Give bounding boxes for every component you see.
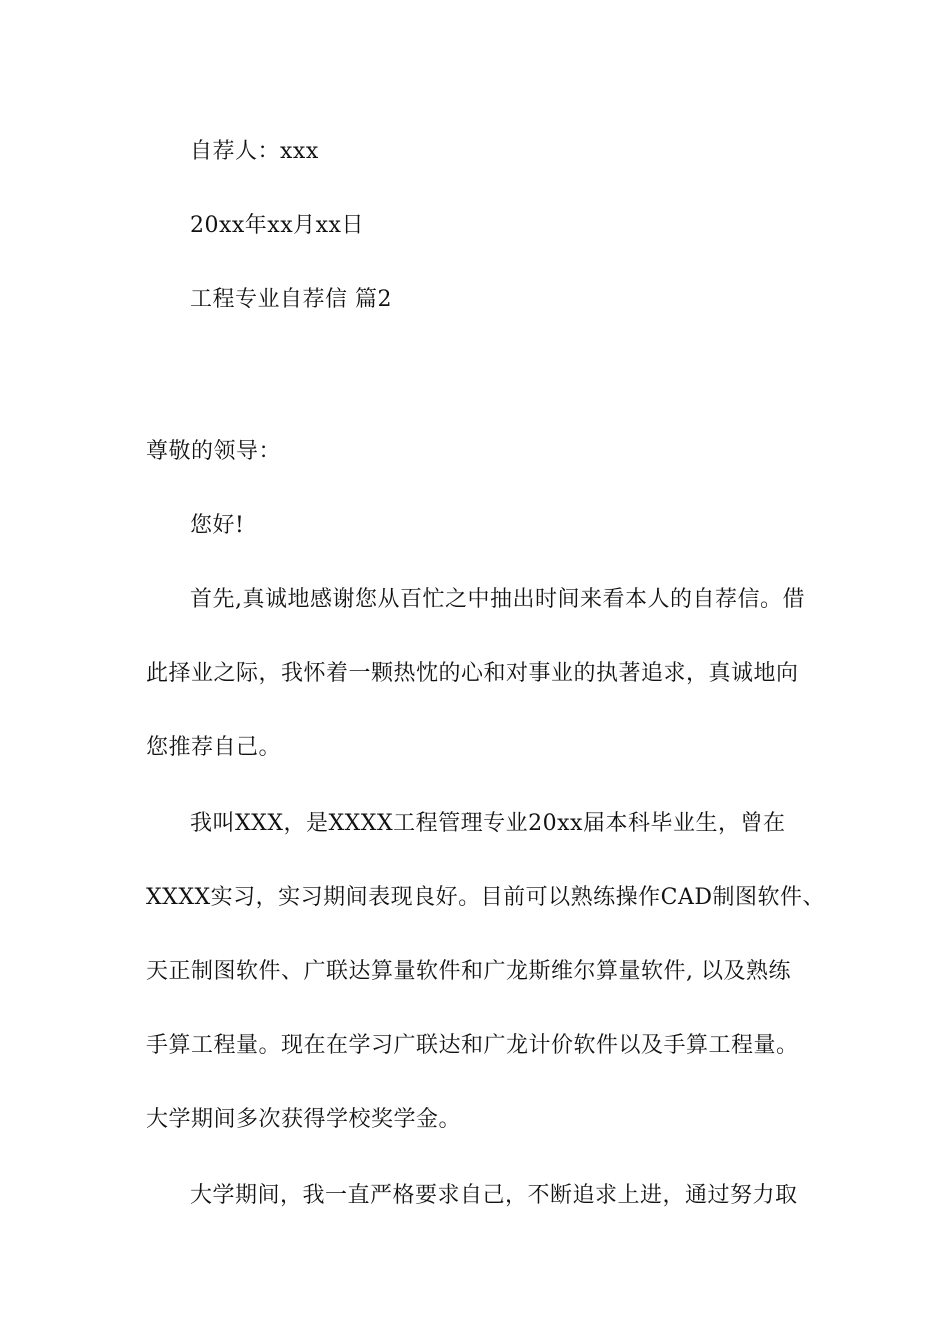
paragraph-1-line-2: 此择业之际，我怀着一颗热忱的心和对事业的执著追求，真诚地向: [146, 661, 799, 686]
date-line: 20xx年xx月xx日: [190, 213, 364, 238]
paragraph-3-line-1: 大学期间，我一直严格要求自己，不断追求上进，通过努力取: [190, 1183, 798, 1208]
paragraph-2-line-1: 我叫XXX，是XXXX工程管理专业20xx届本科毕业生，曾在: [190, 811, 786, 836]
paragraph-2-line-5: 大学期间多次获得学校奖学金。: [146, 1107, 462, 1132]
greeting: 您好!: [190, 513, 245, 538]
paragraph-2-line-3: 天正制图软件、广联达算量软件和广龙斯维尔算量软件, 以及熟练: [146, 959, 791, 984]
recommender-line: 自荐人：xxx: [190, 139, 319, 164]
paragraph-1-line-1: 首先,真诚地感谢您从百忙之中抽出时间来看本人的自荐信。借: [190, 587, 805, 612]
paragraph-2-line-2: XXXX实习，实习期间表现良好。目前可以熟练操作CAD制图软件、: [146, 885, 826, 910]
salutation: 尊敬的领导：: [146, 439, 282, 464]
paragraph-1-line-3: 您推荐自己。: [146, 735, 282, 760]
paragraph-2-line-4: 手算工程量。现在在学习广联达和广龙计价软件以及手算工程量。: [146, 1033, 799, 1058]
section-title: 工程专业自荐信 篇2: [190, 287, 392, 312]
